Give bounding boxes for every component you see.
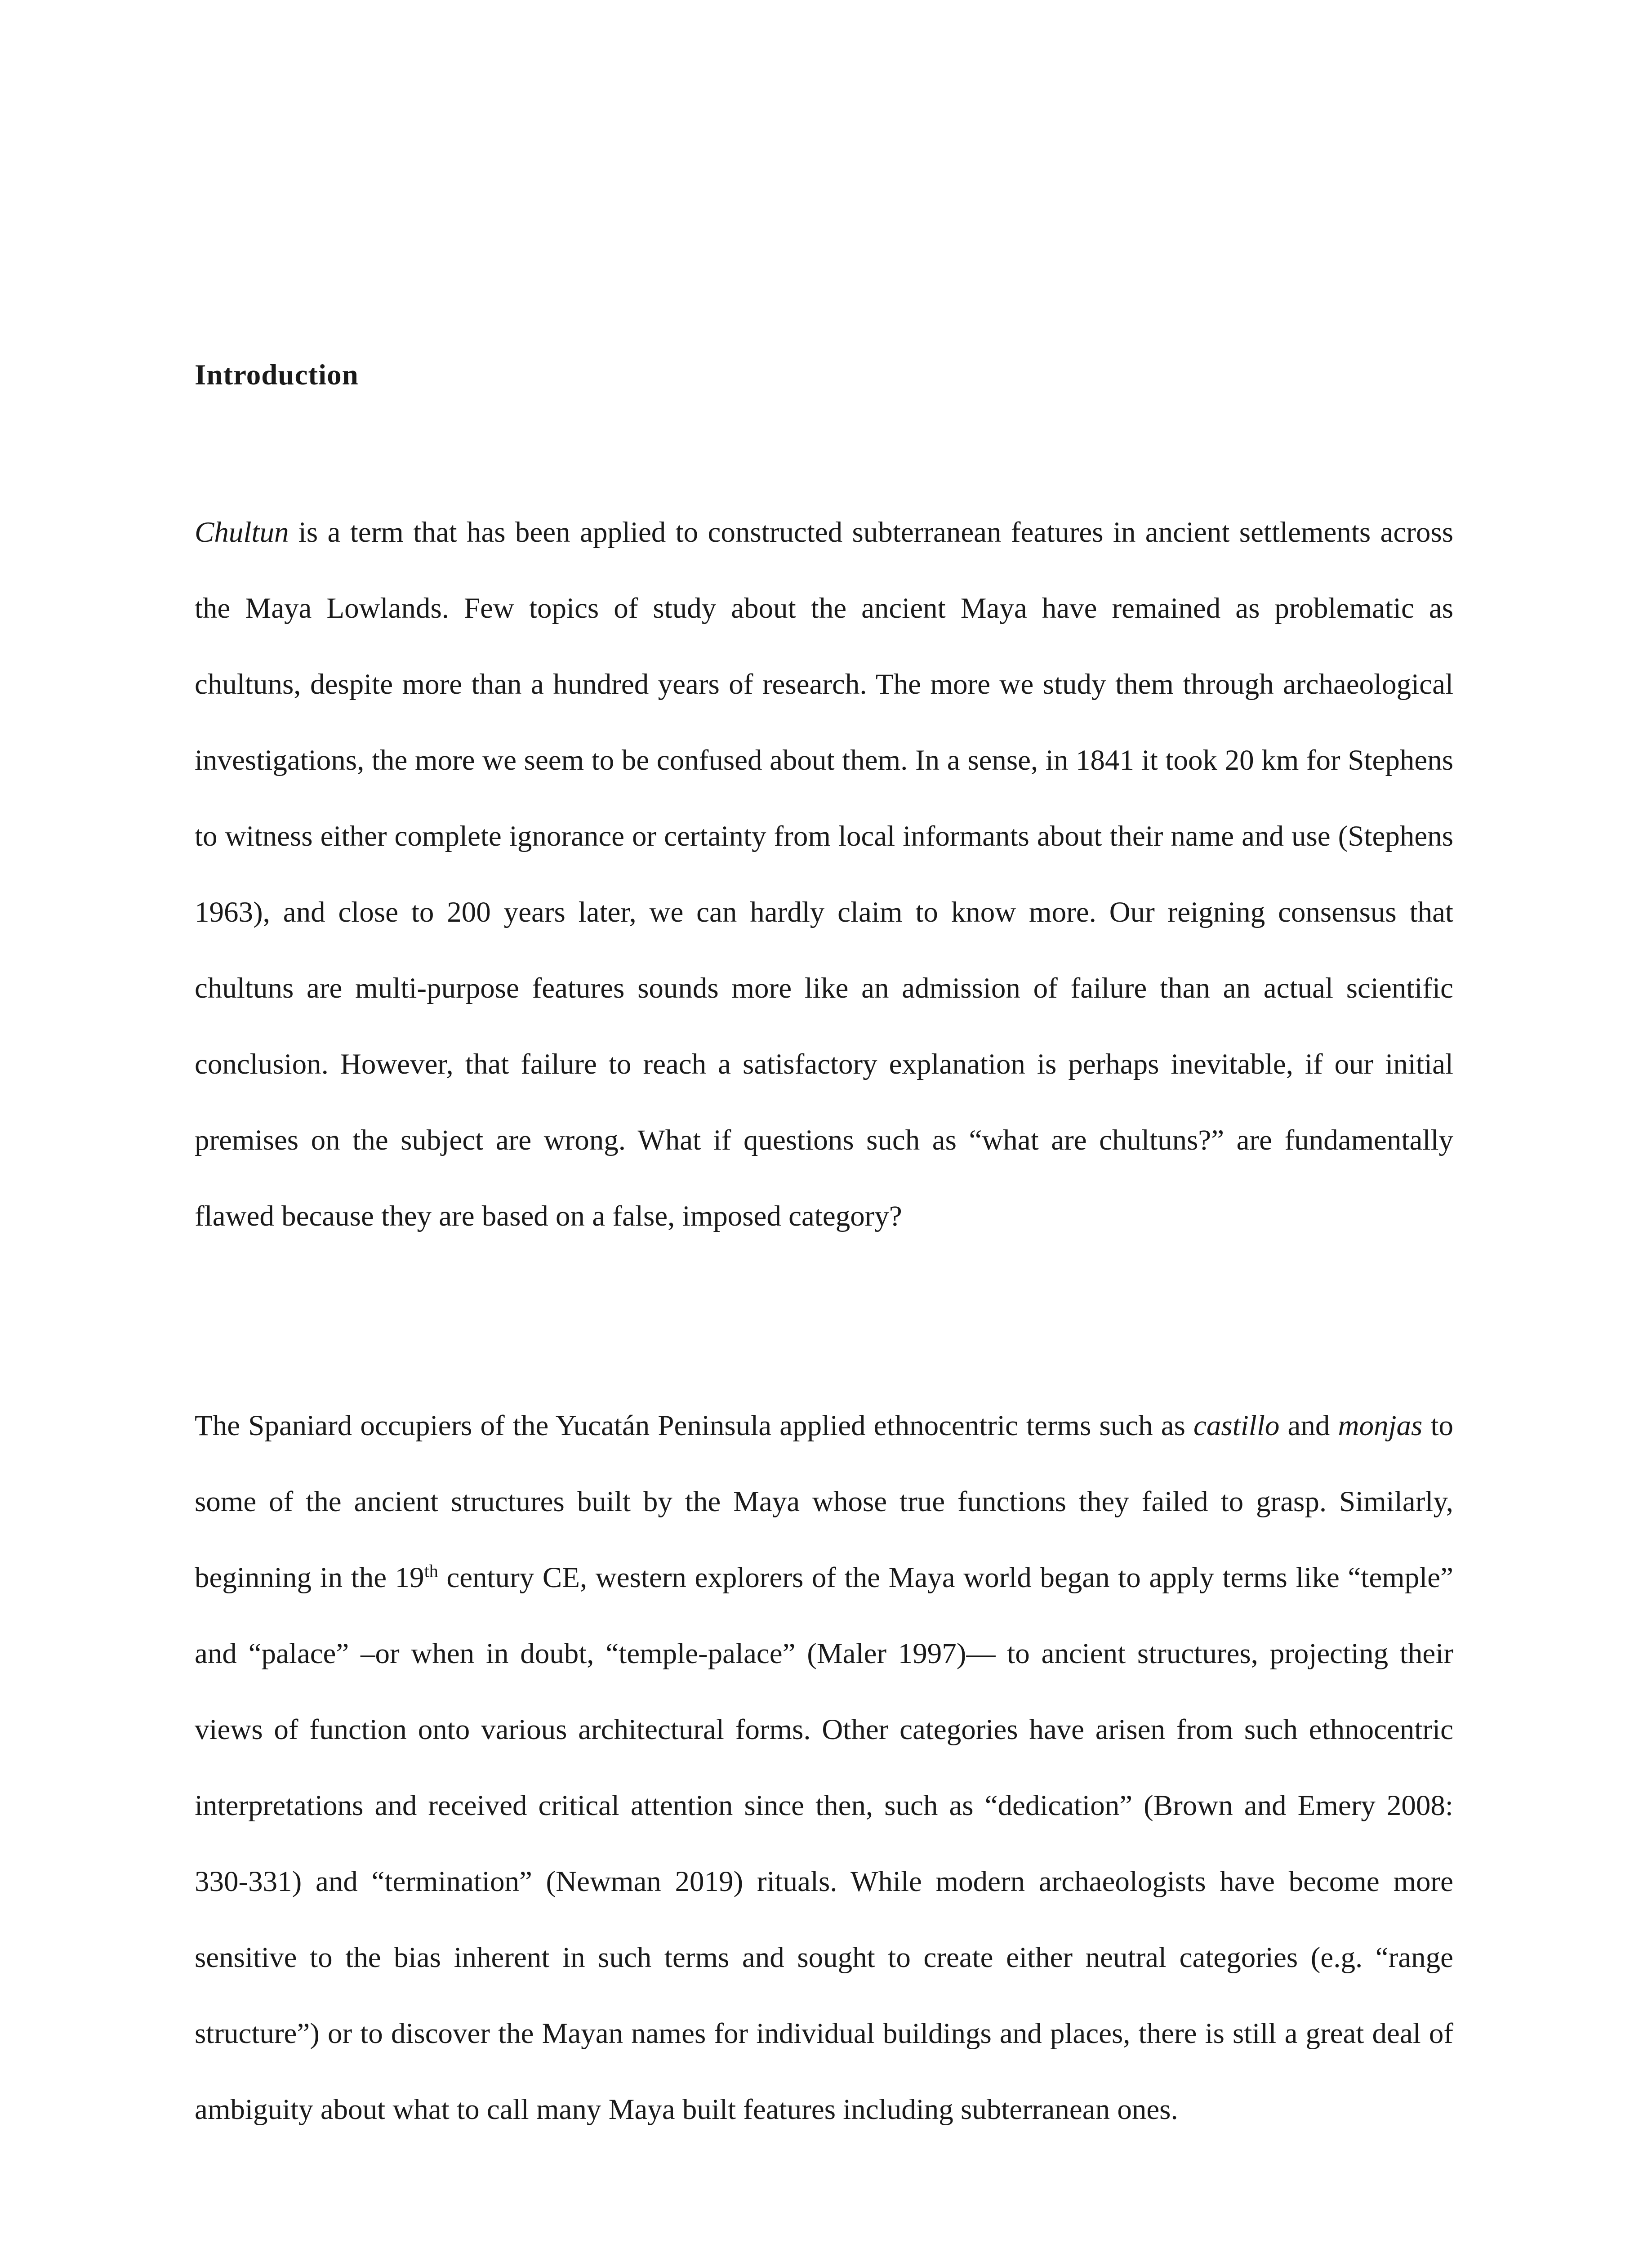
body-paragraph-1 <box>195 495 1453 1254</box>
term-chultun: Chultun <box>195 516 289 549</box>
body-paragraph-2 <box>195 1388 1453 2148</box>
paragraph-2-text-1: The Spaniard occupiers of the Yucatán Peninsula applied ethnocentric terms such as <box>195 1409 1194 1442</box>
paragraph-2-text-2: and <box>1279 1409 1338 1442</box>
section-heading: Introduction <box>195 359 359 391</box>
paragraph-2-text-3: to some of the ancient structures built by the Maya whose true functions they failed to grasp. Similarly, beginning in the 19 <box>195 1409 1454 1594</box>
paragraph-1-text: is a term that has been applied to constructed subterranean features in ancient settlements across the Maya Lowlands. Few topics of study about the ancient Maya have remained as problematic as chultuns, despite more than a hundred years of research. The more we study them through archaeological investigations, the more we seem to be confused about them. In a sense, in 1841 it took 20 km for Stephens to witness either complete ignorance or certainty from local informants about their name and use (Stephens 1963), and close to 200 years later, we can hardly claim to know more. Our reigning consensus that chultuns are multi-purpose features sounds more like an admission of failure than an actual scientific conclusion. However, that failure to reach a satisfactory explanation is perhaps inevitable, if our initial premises on the subject are wrong. What if questions such as “what are chultuns?” are fundamentally flawed because they are based on a false, imposed category? <box>195 516 1453 1232</box>
ordinal-superscript: th <box>424 1561 438 1581</box>
term-castillo: castillo <box>1193 1409 1280 1442</box>
paragraph-2-text-4: century CE, western explorers of the Maya world began to apply terms like “temple” and “palace” –or when in doubt, “temple-palace” (Maler 1997)— to ancient structures, projecting their views of function onto various architectural forms. Other categories have arisen from such ethnocentric interpretations and received critical attention since then, such as “dedication” (Brown and Emery 2008: 330-331) and “termination” (Newman 2019) rituals. While modern archaeologists have become more sensitive to the bias inherent in such terms and sought to create either neutral categories (e.g. “range structure”) or to discover the Mayan names for individual buildings and places, there is still a great deal of ambiguity about what to call many Maya built features including subterranean ones. <box>195 1561 1453 2126</box>
term-monjas: monjas <box>1338 1409 1423 1442</box>
